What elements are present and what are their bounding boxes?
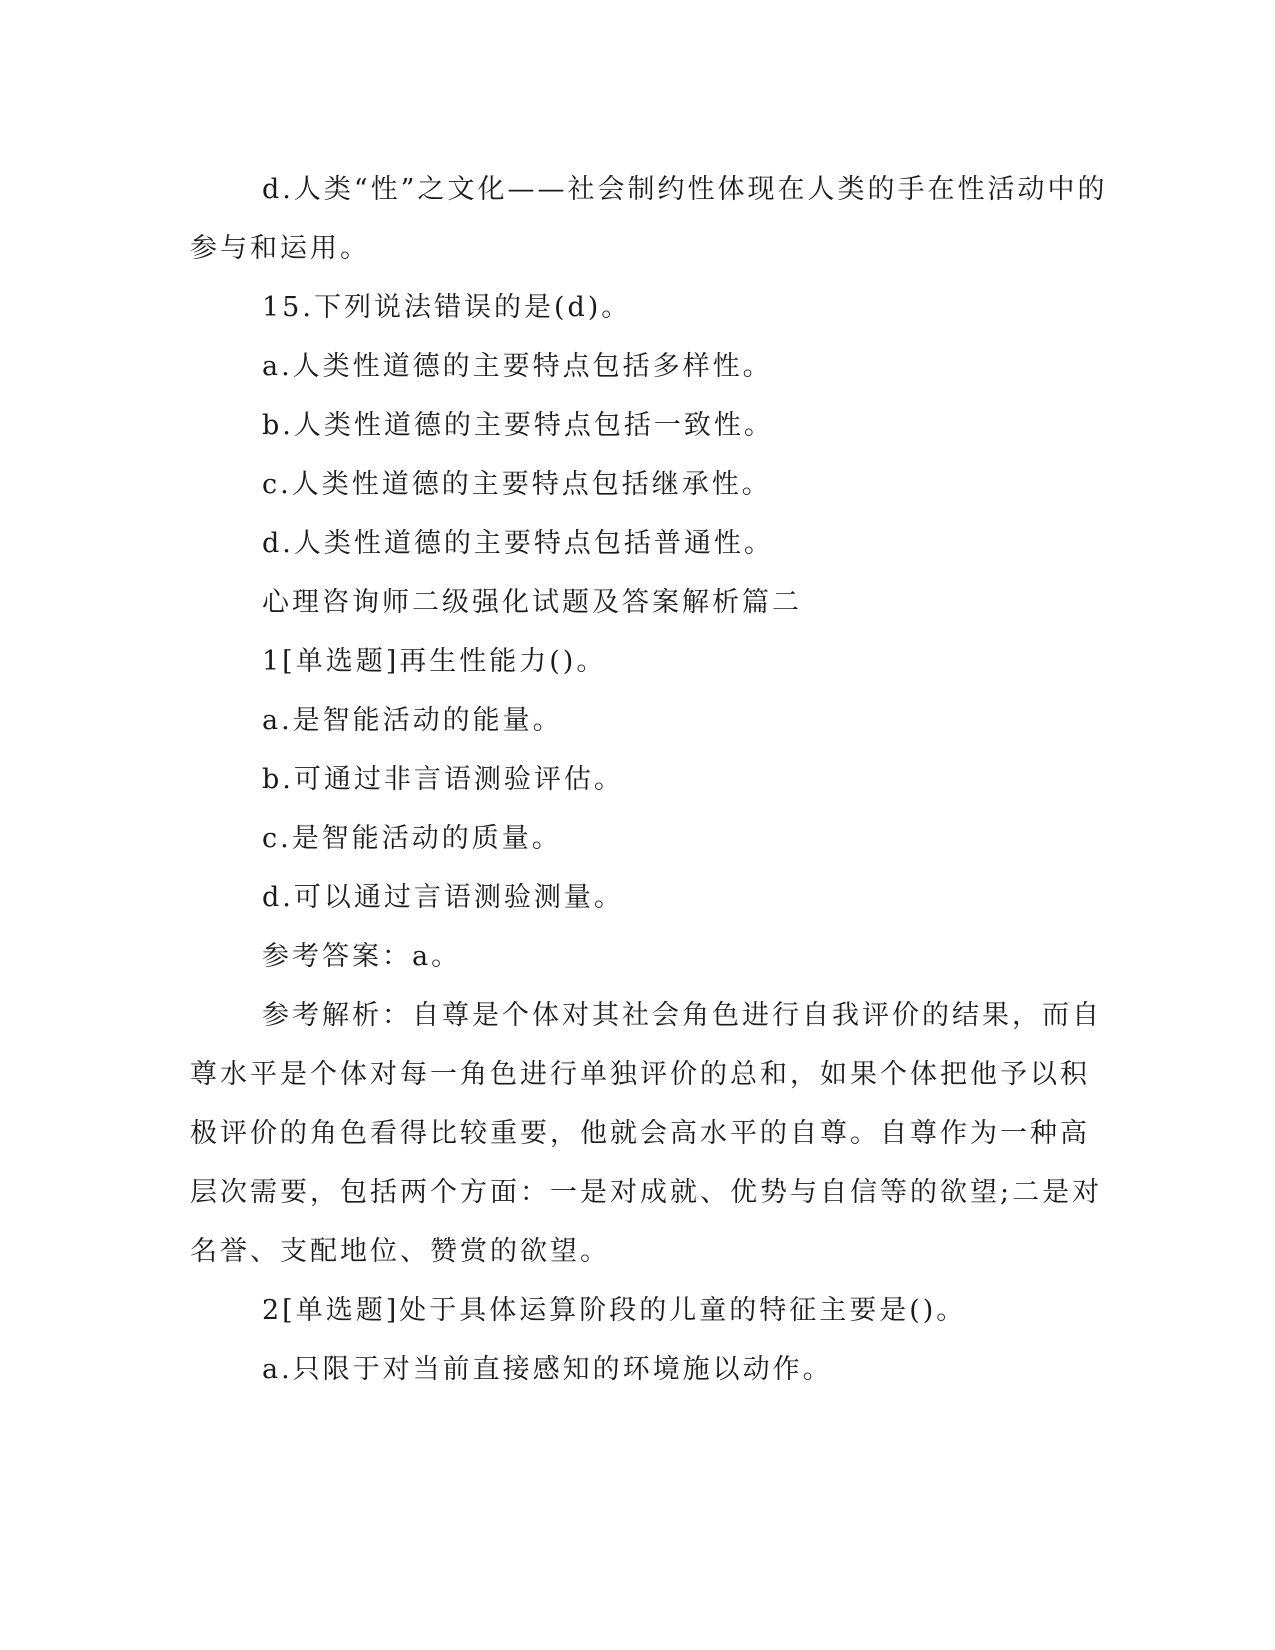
paragraph-line: d.人类“性”之文化——社会制约性体现在人类的手在性活动中的 — [262, 174, 1108, 205]
option-line: d.可以通过言语测验测量。 — [262, 882, 624, 913]
option-line: b.人类性道德的主要特点包括一致性。 — [262, 410, 774, 441]
explanation-line: 尊水平是个体对每一角色进行单独评价的总和，如果个体把他予以积 — [190, 1059, 1090, 1090]
explanation-line: 名誉、支配地位、赞赏的欲望。 — [190, 1236, 610, 1267]
question-heading: 15.下列说法错误的是(d)。 — [262, 292, 632, 323]
explanation-line: 参考解析：自尊是个体对其社会角色进行自我评价的结果，而自 — [262, 1000, 1102, 1031]
explanation-line: 极评价的角色看得比较重要，他就会高水平的自尊。自尊作为一种高 — [190, 1118, 1090, 1149]
option-line: b.可通过非言语测验评估。 — [262, 764, 624, 795]
option-line: a.只限于对当前直接感知的环境施以动作。 — [262, 1354, 833, 1385]
section-title: 心理咨询师二级强化试题及答案解析篇二 — [262, 587, 802, 618]
explanation-line: 层次需要，包括两个方面：一是对成就、优势与自信等的欲望;二是对 — [190, 1177, 1103, 1208]
option-line: a.是智能活动的能量。 — [262, 705, 563, 736]
option-line: c.是智能活动的质量。 — [262, 823, 562, 854]
option-line: c.人类性道德的主要特点包括继承性。 — [262, 469, 772, 500]
paragraph-line: 参与和运用。 — [190, 233, 370, 264]
option-line: d.人类性道德的主要特点包括普通性。 — [262, 528, 774, 559]
option-line: a.人类性道德的主要特点包括多样性。 — [262, 351, 773, 382]
question-heading: 1[单选题]再生性能力()。 — [262, 646, 607, 677]
answer-line: 参考答案：a。 — [262, 941, 462, 972]
question-heading: 2[单选题]处于具体运算阶段的儿童的特征主要是()。 — [262, 1295, 967, 1326]
